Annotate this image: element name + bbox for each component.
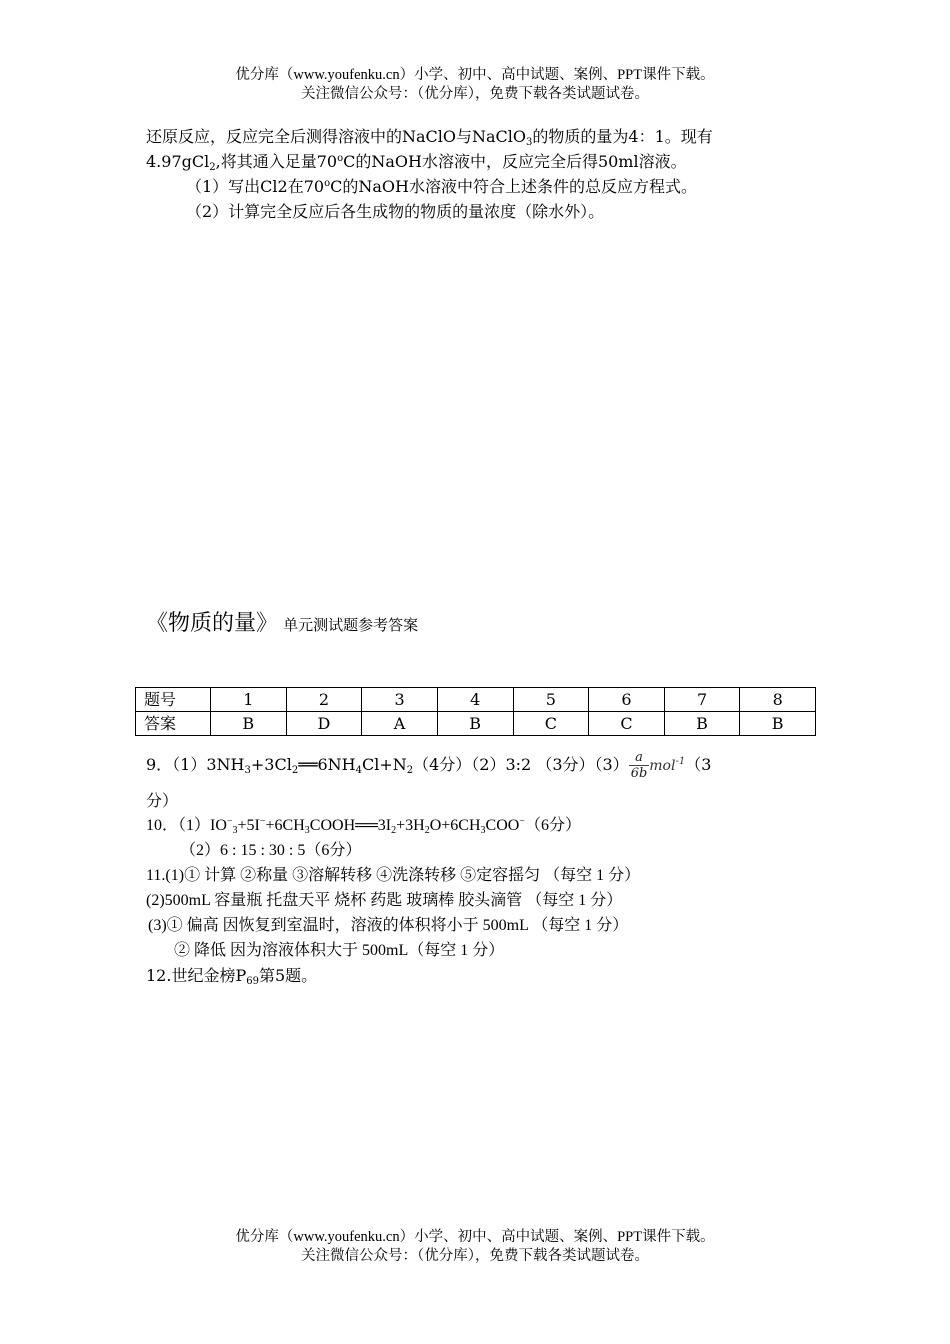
- question-part-2: （2）计算完全反应后各生成物的物质的量浓度（除水外）。: [186, 202, 605, 221]
- row-label-number: 题号: [136, 688, 211, 712]
- table-cell: C: [513, 712, 589, 736]
- answer-title-sub: 单元测试题参考答案: [283, 616, 419, 634]
- answer-title: [146, 606, 418, 637]
- table-cell: A: [362, 712, 438, 736]
- question-line-2: 4.97gCl$_2$,将其通入足量70$^o$C的NaOH水溶液中，反应完全后得50ml溶液。: [146, 152, 687, 173]
- table-cell: 5: [513, 688, 589, 712]
- table-cell: 7: [664, 688, 740, 712]
- answer-11-line-1: 11.(1)① 计算 ②称量 ③溶解转移 ④洗涤转移 ⑤定容摇匀 （每空 1 分）: [146, 867, 641, 884]
- table-cell: 4: [437, 688, 513, 712]
- table-cell: 2: [286, 688, 362, 712]
- table-cell: B: [437, 712, 513, 736]
- question-part-1: （1）写出Cl2在70$^o$C的NaOH水溶液中符合上述条件的总反应方程式。: [186, 177, 697, 196]
- table-cell: 8: [740, 688, 816, 712]
- table-cell: B: [211, 712, 287, 736]
- table-cell: 3: [362, 688, 438, 712]
- question-line-1: 还原反应，反应完全后测得溶液中的NaClO与NaClO$_3$的物质的量为4：1。现有: [146, 127, 713, 148]
- table-row-numbers: [136, 688, 816, 712]
- table-cell: C: [589, 712, 665, 736]
- answer-9-continued: 分）: [146, 791, 179, 810]
- answer-12: 12.世纪金榜$P_{69}$第5题。: [146, 966, 318, 987]
- answer-11-line-4: ② 降低 因为溶液体积大于 500mL（每空 1 分）: [174, 942, 505, 959]
- header-line-2: 关注微信公众号：（优分库），免费下载各类试题试卷。: [301, 86, 649, 102]
- header-line-1: 优分库（www.youfenku.cn）小学、初中、高中试题、案例、PPT课件下载。: [235, 67, 715, 83]
- unit-mol: mol$^{-1}$: [649, 756, 686, 774]
- footer-line-2: 关注微信公众号：（优分库），免费下载各类试题试卷。: [301, 1248, 649, 1264]
- footer-line-1: 优分库（www.youfenku.cn）小学、初中、高中试题、案例、PPT课件下载。: [235, 1229, 715, 1245]
- answer-11-line-3: (3)① 偏高 因恢复到室温时，溶液的体积将小于 500mL （每空 1 分）: [148, 917, 629, 934]
- row-label-answer: 答案: [136, 712, 211, 736]
- answer-10-part-2: （2）6 : 15 : 30 : 5（6分）: [180, 842, 362, 859]
- answer-11-line-2: (2)500mL 容量瓶 托盘天平 烧杯 药匙 玻璃棒 胶头滴管 （每空 1 分）: [146, 892, 623, 909]
- page-footer: [0, 1228, 950, 1266]
- table-cell: B: [664, 712, 740, 736]
- answer-10: 10．$(1)IO^-_3+5I^-+6CH_3COOH══3I_2+3H_2O+6CH_3COO^-(6$分）: [146, 816, 581, 836]
- answer-table: [135, 687, 816, 736]
- fraction-a-over-6b: $\frac{a}{6b}$: [630, 750, 648, 781]
- answer-title-main: 《物质的量》: [146, 611, 279, 636]
- table-cell: D: [286, 712, 362, 736]
- table-row-answers: [136, 712, 816, 736]
- answer-9: 9．$(1)3NH_3+3Cl_2══6NH_4Cl+N_2(4$分）（2）3:2 （3分）（3） $\frac{a}{6b}$ mol$^{-1}$（3: [146, 750, 712, 781]
- table-cell: 1: [211, 688, 287, 712]
- table-cell: 6: [589, 688, 665, 712]
- table-cell: B: [740, 712, 816, 736]
- page-header: [0, 66, 950, 104]
